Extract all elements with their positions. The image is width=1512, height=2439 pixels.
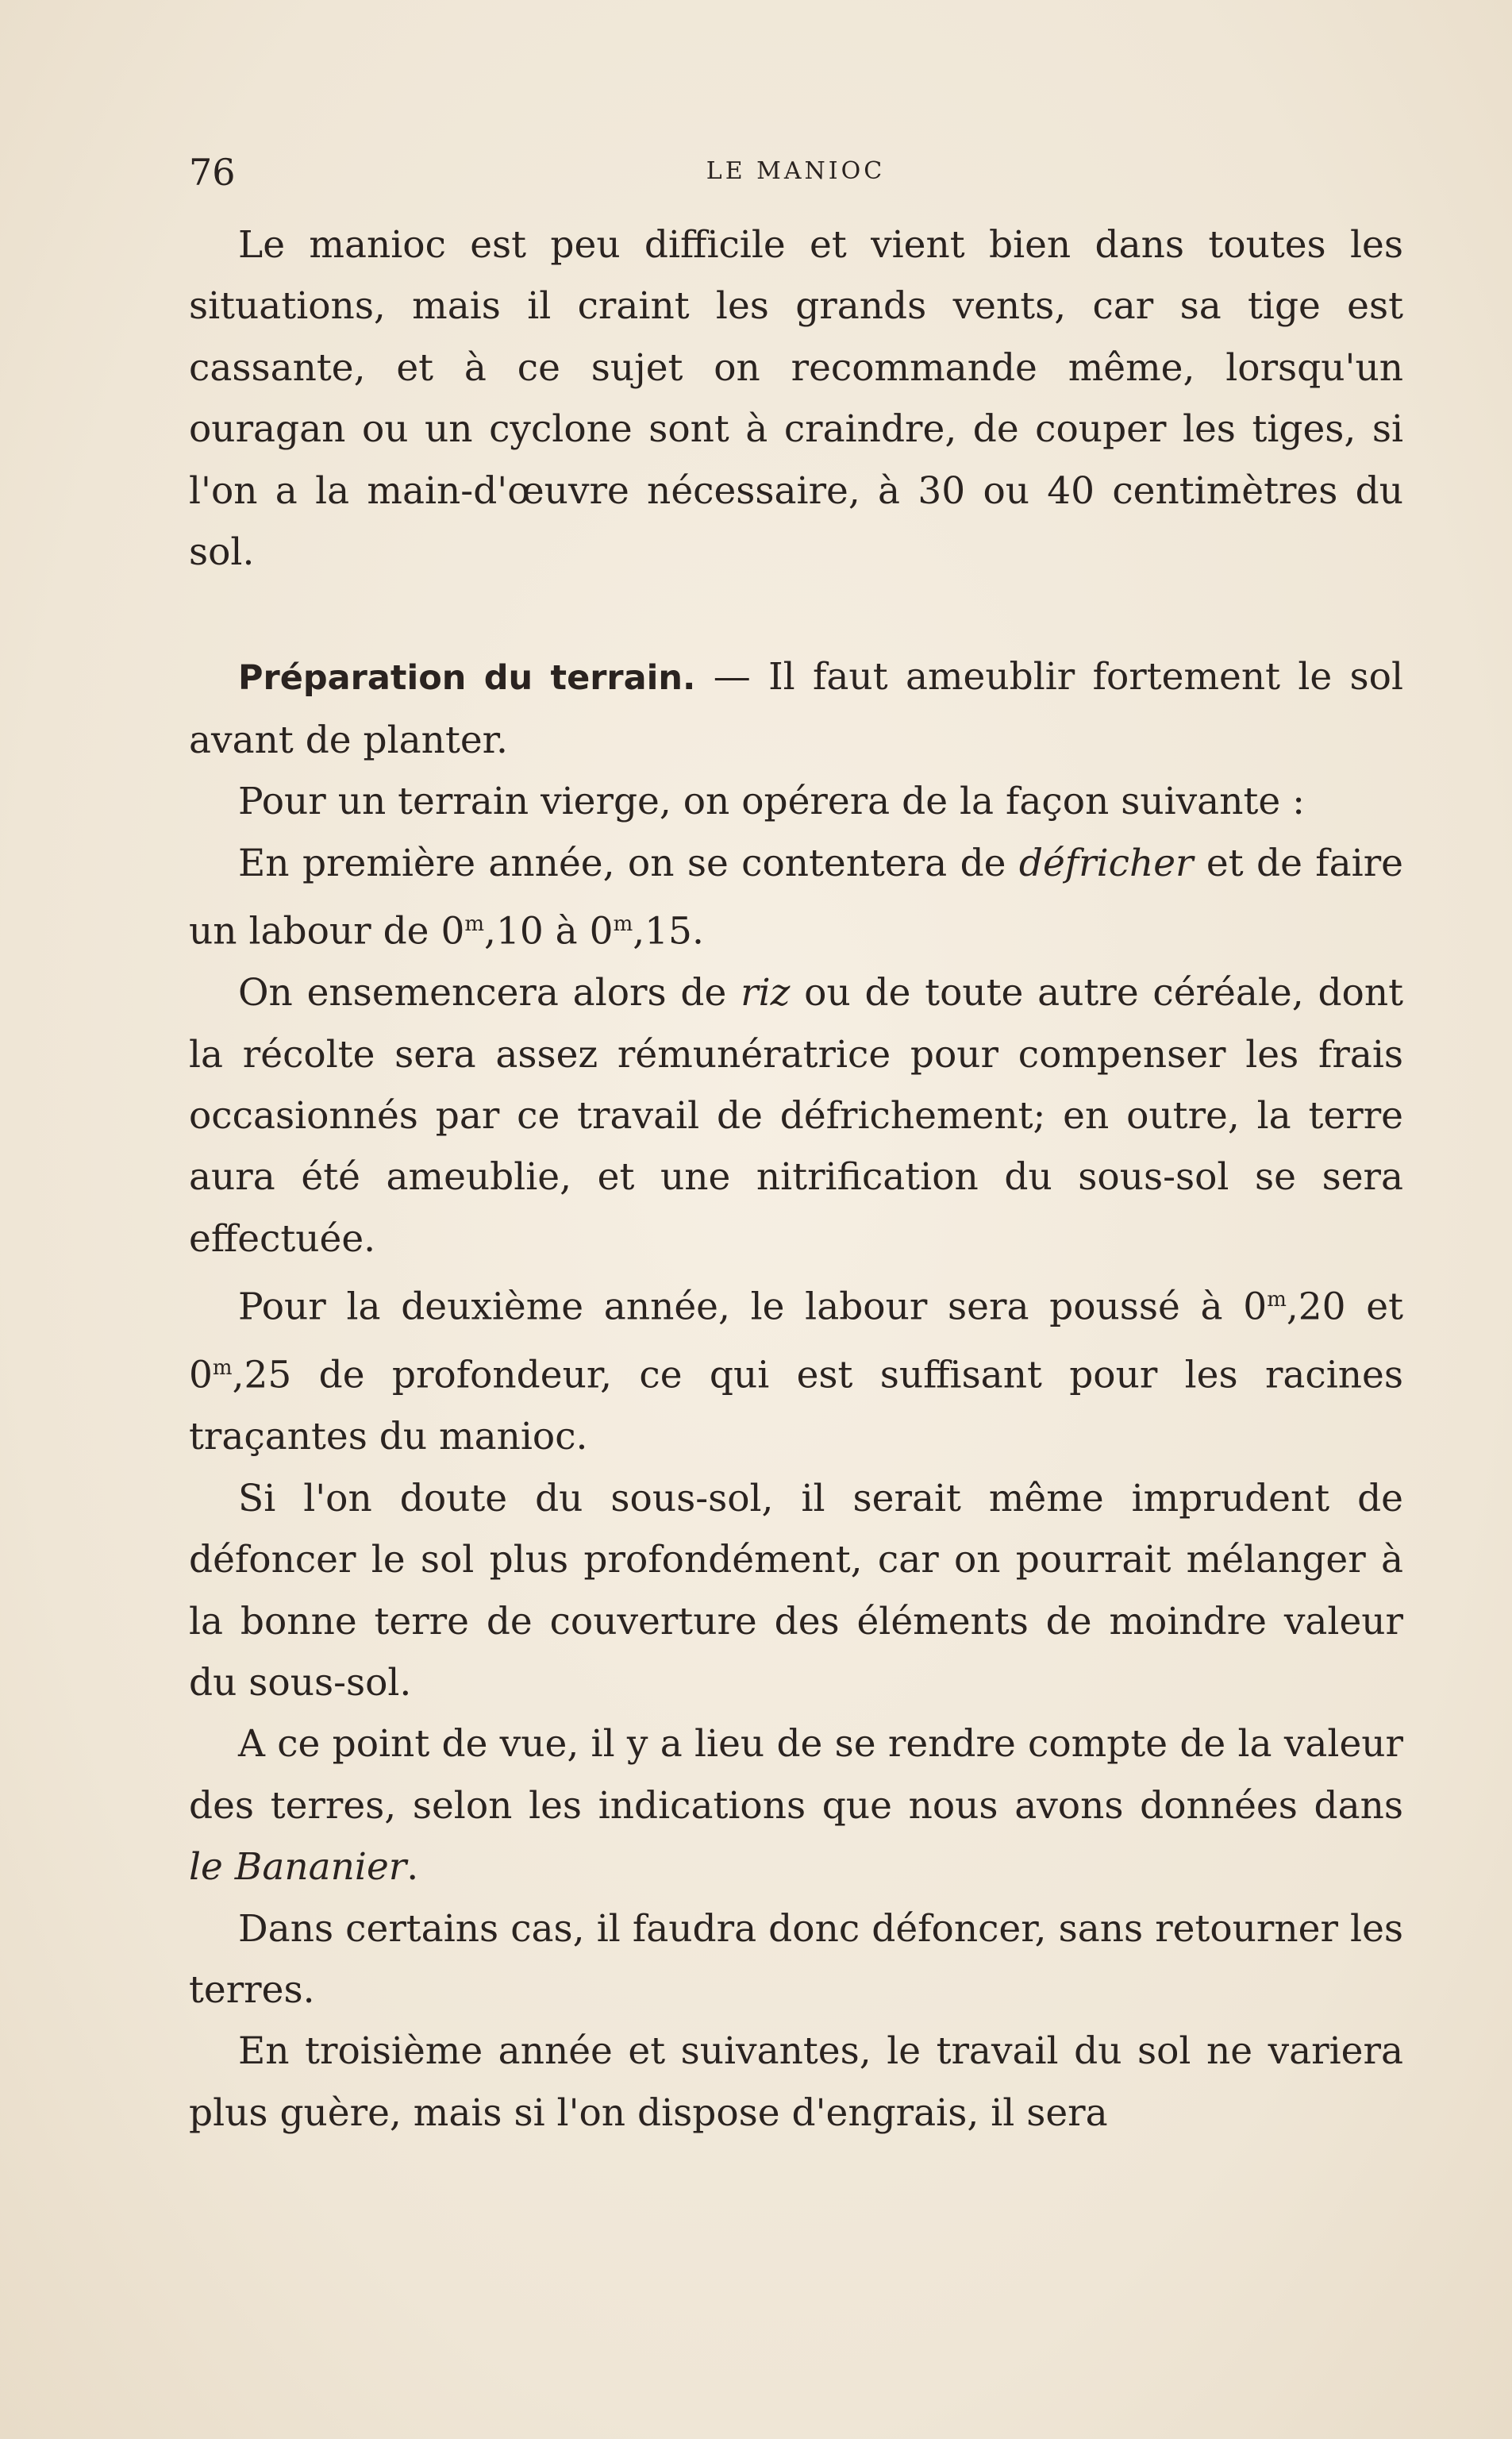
- measure-value: 0: [441, 909, 465, 954]
- paragraph-4-part: et de faire un labour de: [189, 841, 1403, 954]
- page-body: [189, 214, 1403, 2144]
- italic-term: défricher: [1018, 841, 1194, 885]
- page-header: [189, 151, 1402, 198]
- measure-value: 0: [189, 1353, 213, 1397]
- paragraph-5-part: On ensemencera alors de: [238, 971, 741, 1015]
- measure-value: ,20 et: [1286, 1285, 1403, 1329]
- paragraph-6-part: ,25 de profondeur, ce qui est suffisant pour les racines traçantes du manioc.: [189, 1353, 1403, 1459]
- paragraph-7: Si l'on doute du sous-sol, il serait même imprudent de défoncer le sol plus profondément, car on pourrait mélanger à la bonne terre de couverture des éléments de moindre valeur du sous-sol.: [189, 1476, 1403, 1705]
- paragraph-3: Pour un terrain vierge, on opérera de la façon suivante :: [238, 780, 1305, 824]
- measure-unit: m: [464, 912, 484, 937]
- italic-title: le Bananier: [189, 1845, 407, 1890]
- measure-value: ,15.: [633, 909, 704, 954]
- paragraph-8-part: A ce point de vue, il y a lieu de se rendre compte de la valeur des terres, selon les indications que nous avons données dans: [189, 1722, 1403, 1828]
- measure-value: ,10 à: [484, 909, 590, 954]
- paragraph-2-text: — Il faut ameublir fortement le sol avant de planter.: [189, 655, 1403, 762]
- paragraph-5: [189, 962, 1403, 1270]
- paragraph-9: Dans certains cas, il faudra donc défoncer, sans retourner les terres.: [189, 1906, 1403, 2012]
- paragraph-10: En troisième année et suivantes, le travail du sol ne variera plus guère, mais si l'on dispose d'engrais, il sera: [189, 2029, 1403, 2135]
- paragraph-1: Le manioc est peu difficile et vient bien dans toutes les situations, mais il craint les grands vents, car sa tige est cassante, et à ce sujet on recommande même, lorsqu'un ouragan ou un cyclone sont à craindre, de couper les tiges, si l'on a la main-d'œuvre nécessaire, à 30 ou 40 centimètres du sol.: [189, 223, 1403, 575]
- paragraph-6: [189, 1270, 1403, 1468]
- measure-unit: m: [1267, 1288, 1287, 1312]
- paragraph-8-part: .: [406, 1845, 419, 1890]
- measure-unit: m: [212, 1356, 233, 1381]
- running-title: LE MANIOC: [706, 157, 886, 185]
- section-heading: Préparation du terrain.: [238, 658, 696, 699]
- measure-value: 0: [589, 909, 614, 954]
- measure-unit: m: [613, 912, 633, 937]
- paragraph-4-part: En première année, on se contentera de: [238, 841, 1019, 885]
- paragraph-4: [189, 833, 1403, 962]
- measure-value: 0: [1243, 1285, 1268, 1329]
- paragraph-8: [189, 1713, 1403, 1898]
- page-number: 76: [189, 151, 236, 194]
- paragraph-5-part: ou de toute autre céréale, dont la récolte sera assez rémunératrice pour compenser les frais occasionnés par ce travail de défrichement; en outre, la terre aura été ameublie, et une nitrification du sous-sol se sera effectuée.: [189, 971, 1403, 1261]
- italic-term: riz: [741, 971, 791, 1015]
- paragraph-2: [189, 646, 1403, 771]
- paragraph-6-part: Pour la deuxième année, le labour sera poussé à: [238, 1285, 1244, 1329]
